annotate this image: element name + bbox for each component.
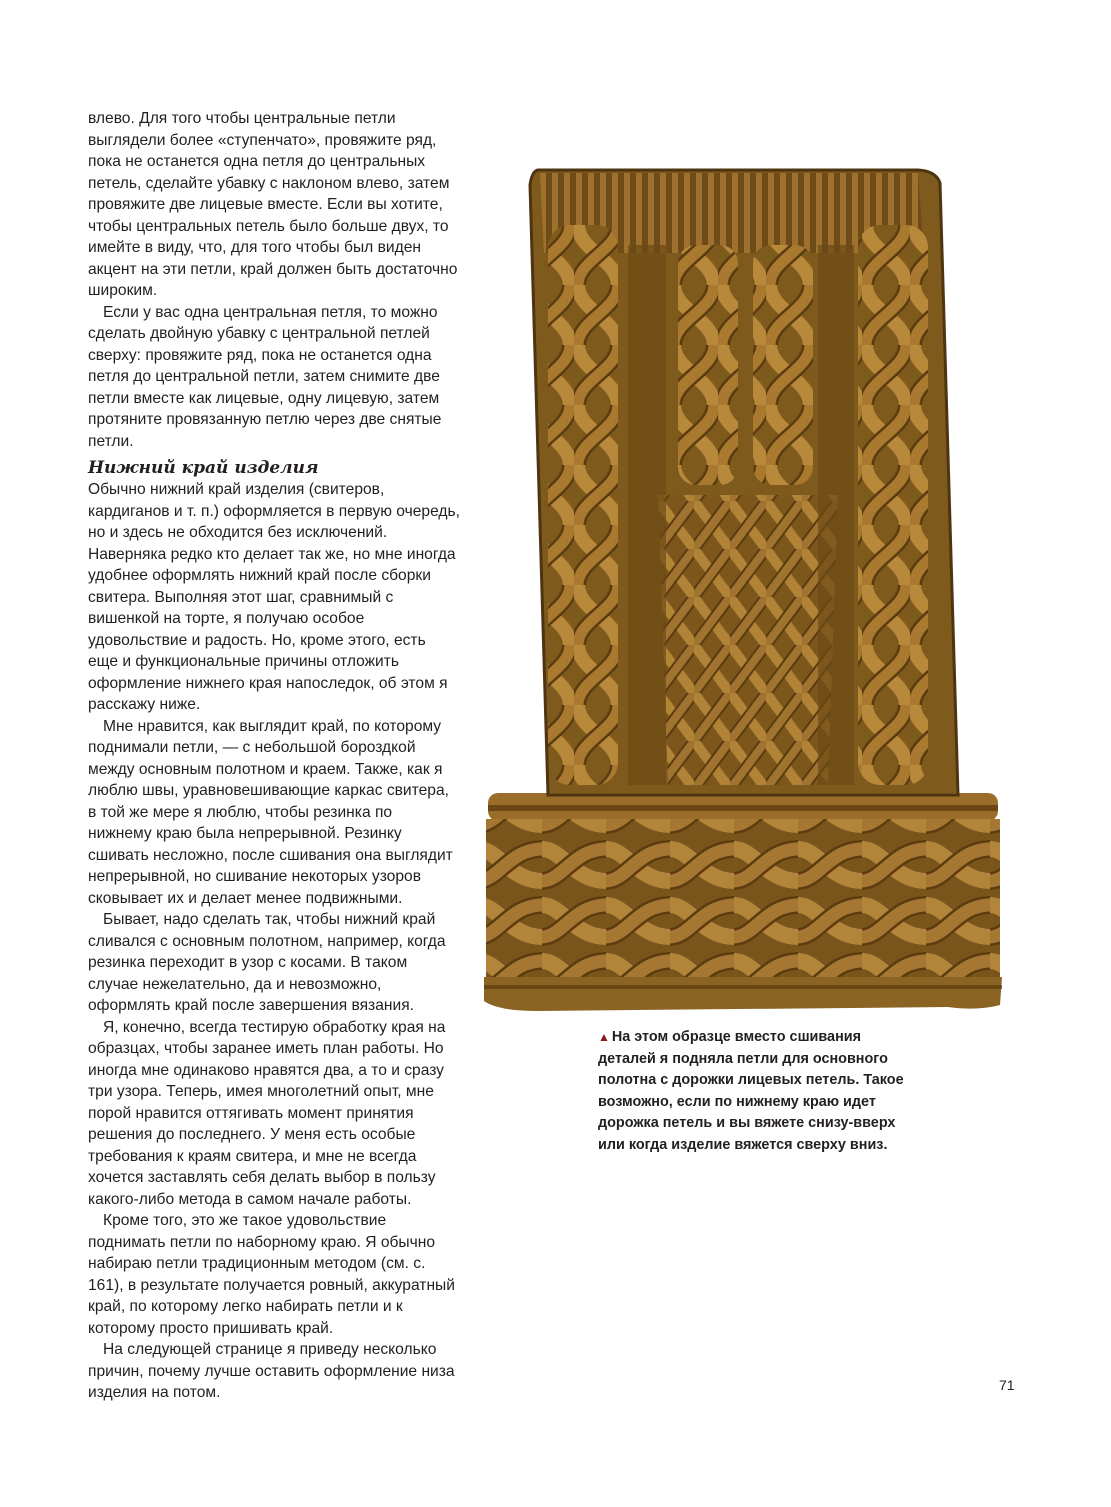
left-text-column	[88, 108, 460, 1404]
body-paragraph: Я, конечно, всегда тестирую обработку края на образцах, чтобы заранее иметь план работы. Но иногда мне одинаково нравятся два, а то и сразу три узора. Теперь, имея многолетний опыт, мне порой нравится оттягивать момент принятия решения до последнего. У меня есть особые требования к краям свитера, и мне не всегда хочется заставлять себя делать выбор в пользу какого-либо метода в самом начале работы.	[88, 1018, 446, 1208]
photo-caption	[598, 1027, 918, 1157]
body-paragraph: Мне нравится, как выглядит край, по которому поднимали петли, — с небольшой бороздкой между основным полотном и краем. Также, как я люблю швы, уравновешивающие каркас свитера, в той же мере я люблю, чтобы резинка по нижнему краю была непрерывной. Резинку сшивать несложно, после сшивания она выглядит непрерывной, но сшивание некоторых узоров сковывает их и делает менее подвижными.	[88, 717, 453, 907]
body-paragraph: Если у вас одна центральная петля, то можно сделать двойную убавку с центральной петлей сверху: провяжите ряд, пока не останется одна петля до центральной петли, затем снимите две петли вместе как лицевые, одну лицевую, затем протяните провязанную петлю через две снятые петли.	[88, 303, 442, 450]
body-paragraph: Обычно нижний край изделия (свитеров, кардиганов и т. п.) оформляется в первую очередь, но и здесь не обходится без исключений. Наверняка редко кто делает так же, но мне иногда удобнее оформлять нижний край после сборки свитера. Выполняя этот шаг, сравнимый с вишенкой на торте, я получаю особое удовольствие и радость. Но, кроме этого, есть еще и функциональные причины отложить оформление нижнего края напоследок, об этом я расскажу ниже.	[88, 481, 460, 713]
cable-column	[548, 225, 618, 785]
body-paragraph: Бывает, надо сделать так, чтобы нижний край сливался с основным полотном, например, когда резинка переходит в узор с косами. В таком случае нежелательно, да и невозможно, оформлять край после завершения вязания.	[88, 911, 446, 1014]
triangle-marker-icon: ▲	[598, 1030, 610, 1044]
caption-text: На этом образце вместо сшивания деталей я подняла петли для основного полотна с дорожки лицевых петель. Такое возможно, если по нижнему краю идет дорожка петель и вы вяжете снизу-вверх или когда изделие вяжется сверху вниз.	[598, 1029, 904, 1153]
section-heading: Нижний край изделия	[88, 458, 319, 478]
cable-column	[858, 225, 928, 785]
cable-column	[678, 245, 738, 485]
central-braid	[658, 495, 838, 785]
bottom-edge	[484, 977, 1002, 1011]
body-paragraph: влево. Для того чтобы центральные петли выглядели более «ступенчато», провяжите ряд, пока не останется одна петля до центральных петель, сделайте убавку с наклоном влево, затем провяжите две лицевые вместе. Если вы хотите, чтобы центральных петель было больше двух, то имейте в виду, что, для того чтобы был виден акцент на эти петли, край должен быть достаточно широким.	[88, 110, 458, 299]
page-number: 71	[999, 1377, 1015, 1393]
knitted-swatch-photo	[478, 165, 1006, 1020]
body-paragraph: На следующей странице я приведу несколько причин, почему лучше оставить оформление низа изделия на потом.	[88, 1341, 455, 1401]
bottom-braid-band	[486, 819, 1000, 979]
knitted-swatch-illustration	[478, 165, 1006, 1020]
cable-column	[753, 245, 813, 485]
body-paragraph: Кроме того, это же такое удовольствие поднимать петли по наборному краю. Я обычно набираю петли традиционным методом (см. с. 161), в результате получается ровный, аккуратный край, по которому легко набирать петли и к которому просто пришивать край.	[88, 1212, 455, 1337]
